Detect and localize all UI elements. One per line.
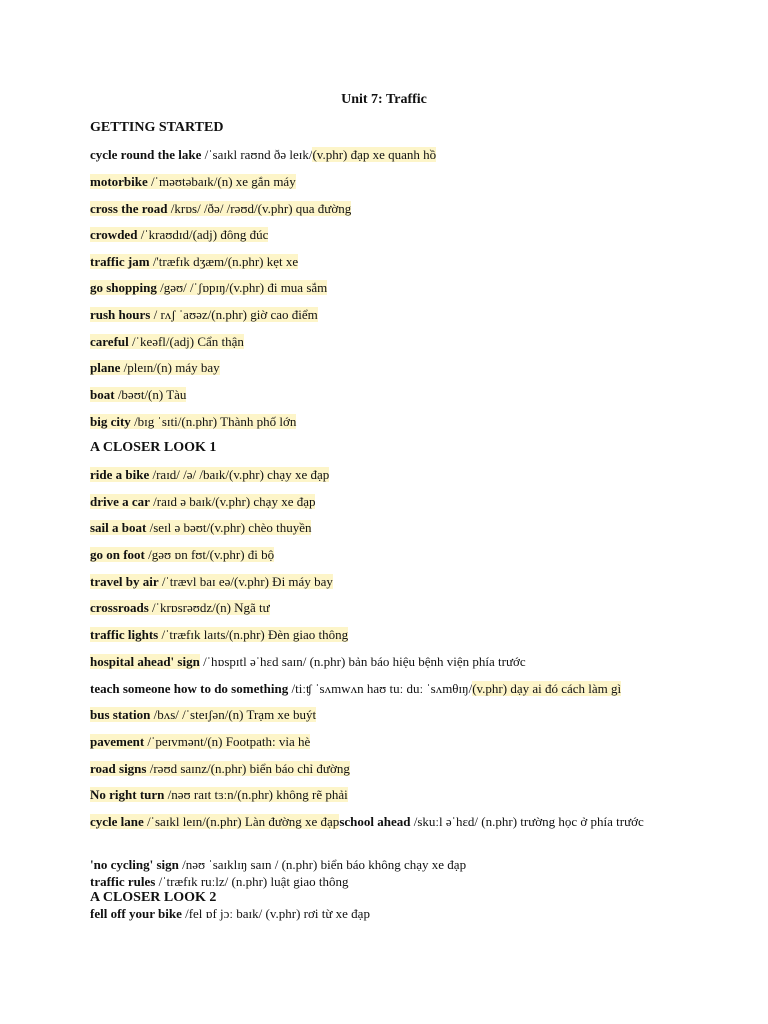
vocab-word: plane <box>90 360 121 375</box>
vocab-word: school ahead <box>339 814 411 829</box>
vocab-word: sail a boat <box>90 520 147 535</box>
vocab-definition: /seɪl ə bəʊt/(v.phr) chèo thuyền <box>146 520 312 535</box>
vocab-definition: /ˈkraʊdɪd/(adj) đông đúc <box>137 227 269 242</box>
vocab-definition: /gəʊ/ /ˈʃɒpɪŋ/(v.phr) đi mua sắm <box>156 280 328 295</box>
vocab-word: cycle round the lake <box>90 147 202 162</box>
vocab-word: go on foot <box>90 547 145 562</box>
vocab-word: teach someone how to do something <box>90 681 289 696</box>
vocab-definition: /pleɪn/(n) máy bay <box>120 360 220 375</box>
vocab-entry <box>90 874 688 890</box>
vocab-definition: /ˈtræfɪk ruːlz/ (n.phr) luật giao thông <box>155 874 349 889</box>
vocab-definition: /ˈkeəfl/(adj) Cẩn thận <box>128 334 244 349</box>
vocab-definition: /gəʊ ɒn fʊt/(v.phr) đi bộ <box>144 547 275 562</box>
vocab-pronunciation: /tiːʧ ˈsʌmwʌn haʊ tuː duː ˈsʌmθɪŋ/ <box>288 681 473 696</box>
vocab-pronunciation: /ˈsaɪkl raʊnd ðə leɪk/ <box>201 147 313 162</box>
vocab-entry <box>90 387 688 403</box>
vocab-entry <box>90 857 688 873</box>
vocab-entry <box>90 227 688 243</box>
vocab-entry <box>90 174 688 190</box>
vocab-word: cycle lane <box>90 814 144 829</box>
vocab-definition: /'træfɪk dʒæm/(n.phr) kẹt xe <box>149 254 299 269</box>
vocab-entry <box>90 147 688 163</box>
vocab-definition: /raɪd/ /ə/ /baɪk/(v.phr) chạy xe đạp <box>149 467 330 482</box>
vocab-entry <box>90 906 688 922</box>
vocab-meaning: (v.phr) đạp xe quanh hồ <box>312 147 437 162</box>
vocab-definition: / rʌʃ ˈaʊəz/(n.phr) giờ cao điểm <box>150 307 318 322</box>
vocab-entry <box>90 627 688 643</box>
vocab-word: crossroads <box>90 600 149 615</box>
vocab-definition: /nəʊ raɪt tɜːn/(n.phr) không rẽ phải <box>164 787 348 802</box>
vocab-entry <box>90 761 688 777</box>
vocab-definition: /ˈməʊtəbaɪk/(n) xe gắn máy <box>147 174 296 189</box>
vocab-entry <box>90 360 688 376</box>
section-heading: A CLOSER LOOK 2 <box>90 890 217 905</box>
vocab-definition: /bəʊt/(n) Tàu <box>114 387 187 402</box>
vocab-word: No right turn <box>90 787 165 802</box>
vocab-definition: /ˈkrɒsrəʊdz/(n) Ngã tư <box>148 600 270 615</box>
vocab-word: cross the road <box>90 201 168 216</box>
vocab-word: 'no cycling' sign <box>90 857 179 872</box>
vocab-entry <box>90 734 688 750</box>
vocab-word: careful <box>90 334 129 349</box>
vocab-word: ride a bike <box>90 467 150 482</box>
vocab-definition: /bɪg ˈsɪti/(n.phr) Thành phố lớn <box>130 414 297 429</box>
vocab-definition: /skuːl əˈhɛd/ (n.phr) trường học ở phía trước <box>410 814 644 829</box>
vocab-word: rush hours <box>90 307 151 322</box>
vocab-entry <box>90 467 688 483</box>
vocab-entry <box>90 707 688 723</box>
vocab-meaning: (v.phr) dạy ai đó cách làm gì <box>472 681 622 696</box>
vocab-entry <box>90 334 688 350</box>
vocab-word: pavement <box>90 734 145 749</box>
vocab-word: big city <box>90 414 131 429</box>
vocab-entry <box>90 547 688 563</box>
vocab-word: travel by air <box>90 574 159 589</box>
section-heading: A CLOSER LOOK 1 <box>90 440 217 455</box>
section-heading: GETTING STARTED <box>90 120 224 135</box>
vocab-word: crowded <box>90 227 138 242</box>
vocab-entry <box>90 681 688 697</box>
vocab-definition: /krɒs/ /ðə/ /rəʊd/(v.phr) qua đường <box>167 201 352 216</box>
vocab-entry <box>90 280 688 296</box>
vocab-definition: /ˈtrævl baɪ eə/(v.phr) Đi máy bay <box>158 574 333 589</box>
vocab-entry <box>90 520 688 536</box>
vocab-definition: /nəʊ ˈsaɪklɪŋ saɪn / (n.phr) biển báo không chạy xe đạp <box>178 857 467 872</box>
vocab-word: traffic jam <box>90 254 150 269</box>
vocab-definition: /ˈhɒspɪtl əˈhɛd saɪn/ (n.phr) bản báo hiệu bệnh viện phía trước <box>199 654 526 669</box>
vocab-definition: /rəʊd saɪnz/(n.phr) biển báo chỉ đường <box>146 761 350 776</box>
vocab-word: traffic rules <box>90 874 156 889</box>
vocab-entry <box>90 201 688 217</box>
vocab-word: drive a car <box>90 494 150 509</box>
vocab-definition: /raɪd ə baɪk/(v.phr) chạy xe đạp <box>149 494 316 509</box>
vocab-word: fell off your bike <box>90 906 182 921</box>
vocab-definition: /ˈsaɪkl leɪn/(n.phr) Làn đường xe đạp <box>143 814 340 829</box>
vocab-definition: /ˈtræfɪk laɪts/(n.phr) Đèn giao thông <box>158 627 349 642</box>
vocab-entry <box>90 574 688 590</box>
vocab-word: go shopping <box>90 280 157 295</box>
vocab-entry <box>90 787 688 803</box>
vocab-definition: /fel ɒf jɔː baɪk/ (v.phr) rơi từ xe đạp <box>181 906 370 921</box>
vocab-entry <box>90 307 688 323</box>
vocab-word: motorbike <box>90 174 148 189</box>
vocab-word: bus station <box>90 707 151 722</box>
page-title: Unit 7: Traffic <box>341 92 427 107</box>
vocab-entry <box>90 600 688 616</box>
vocab-word: road signs <box>90 761 147 776</box>
vocab-entry <box>90 414 688 430</box>
vocab-definition: /bʌs/ /ˈsteɪʃən/(n) Trạm xe buýt <box>150 707 317 722</box>
vocab-word: traffic lights <box>90 627 159 642</box>
vocab-word: hospital ahead' sign <box>90 654 200 669</box>
vocab-entry <box>90 254 688 270</box>
vocab-word: boat <box>90 387 115 402</box>
vocab-entry <box>90 814 688 830</box>
vocab-entry <box>90 494 688 510</box>
vocab-entry <box>90 654 688 670</box>
vocab-definition: /ˈpeɪvmənt/(n) Footpath: vỉa hè <box>144 734 311 749</box>
